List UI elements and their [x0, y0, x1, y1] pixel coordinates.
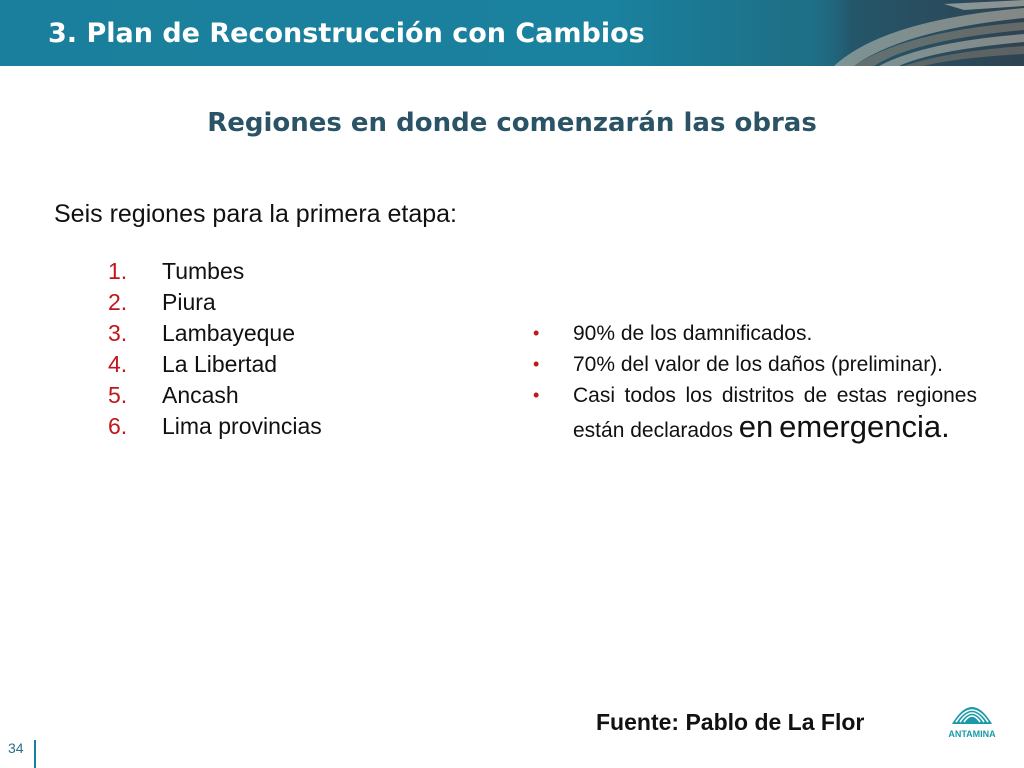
antamina-logo	[946, 694, 998, 740]
region-name: Ancash	[162, 382, 239, 408]
region-name: Lambayeque	[162, 320, 295, 346]
bullet-text: 70% del valor de los daños (preliminar).	[573, 353, 944, 376]
page-divider	[34, 740, 36, 768]
list-number: 5.	[108, 382, 128, 408]
svg-text:ANTAMINA: ANTAMINA	[948, 729, 996, 739]
list-item	[108, 289, 322, 320]
regions-list	[108, 258, 322, 444]
facts-bullet-list	[533, 318, 977, 446]
region-name: Lima provincias	[162, 413, 322, 439]
region-name: La Libertad	[162, 351, 278, 377]
bullet-dot-icon: •	[533, 354, 540, 374]
bullet-dot-icon: •	[533, 323, 540, 343]
list-number: 6.	[108, 413, 128, 439]
list-item	[108, 351, 322, 382]
slide-subtitle: Regiones en donde comenzarán las obras	[207, 108, 817, 138]
list-number: 4.	[108, 351, 128, 377]
page-number: 34	[8, 740, 24, 756]
source-citation: Fuente: Pablo de La Flor	[596, 709, 865, 735]
list-item	[108, 320, 322, 351]
bullet-text-large: en	[738, 409, 774, 444]
list-number: 1.	[108, 258, 128, 284]
header-photo-image	[794, 0, 1024, 66]
bullet-text: Casi todos los distritos de estas regiones están declarados	[573, 384, 977, 442]
list-item	[108, 382, 322, 413]
header-bar	[0, 0, 1024, 66]
bullet-text-large: emergencia.	[779, 409, 950, 444]
bullet-item	[533, 318, 977, 349]
bullet-dot-icon: •	[533, 385, 540, 405]
list-item	[108, 258, 322, 289]
bullet-item	[533, 349, 977, 380]
bullet-item	[533, 380, 977, 446]
region-name: Piura	[162, 289, 216, 315]
bullet-text: 90% de los damnificados.	[573, 322, 813, 345]
list-number: 2.	[108, 289, 128, 315]
intro-text: Seis regiones para la primera etapa:	[54, 200, 458, 228]
region-name: Tumbes	[162, 258, 245, 284]
list-number: 3.	[108, 320, 128, 346]
list-item	[108, 413, 322, 444]
slide-title: 3. Plan de Reconstrucción con Cambios	[48, 18, 645, 49]
